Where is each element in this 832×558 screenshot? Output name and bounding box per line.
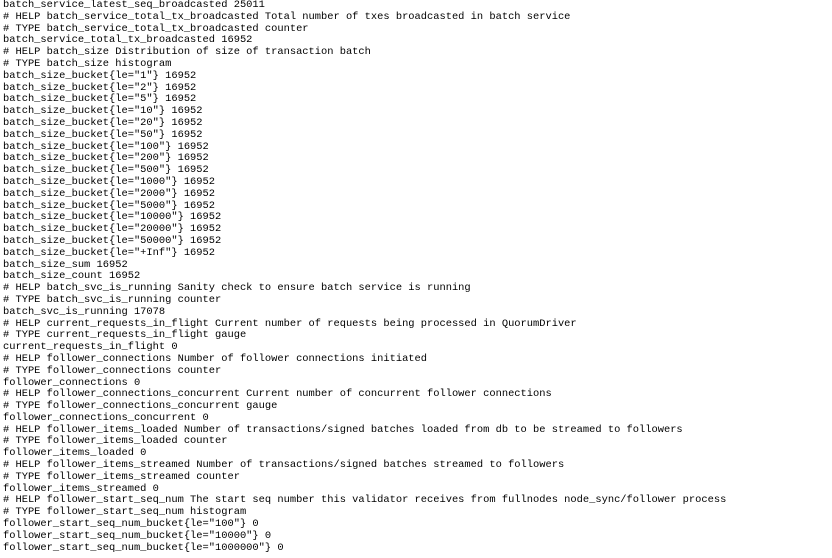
metric-line: # TYPE batch_size histogram — [3, 57, 172, 70]
metric-line: batch_size_bucket{le="10"} 16952 — [3, 105, 203, 118]
metric-line: # TYPE follower_connections_concurrent gauge — [3, 400, 278, 413]
metric-line: follower_items_loaded 0 — [3, 447, 147, 460]
metric-line: batch_size_count 16952 — [3, 270, 141, 283]
metric-line: batch_size_bucket{le="5"} 16952 — [3, 93, 197, 106]
metric-line: # HELP batch_svc_is_running Sanity check to ensure batch service is running — [3, 282, 471, 295]
metric-line: # HELP follower_start_seq_num The start seq number this validator receives from fullnodes node_sync/follower process — [3, 494, 727, 507]
metric-line: # TYPE follower_connections counter — [3, 364, 222, 377]
metric-line: batch_size_bucket{le="+Inf"} 16952 — [3, 246, 216, 259]
metric-line: batch_size_bucket{le="1000"} 16952 — [3, 175, 216, 188]
metric-line: # HELP follower_items_loaded Number of transactions/signed batches loaded from db to be streamed to followers — [3, 423, 683, 436]
metric-line: # TYPE batch_service_total_tx_broadcasted counter — [3, 22, 309, 35]
metric-line: # HELP follower_connections_concurrent Current number of concurrent follower connections — [3, 388, 552, 401]
metric-line: batch_size_bucket{le="5000"} 16952 — [3, 199, 216, 212]
metric-line: # HELP follower_items_streamed Number of transactions/signed batches streamed to followers — [3, 459, 565, 472]
metric-line: batch_size_bucket{le="200"} 16952 — [3, 152, 209, 165]
metric-line: # HELP batch_size Distribution of size of transaction batch — [3, 46, 371, 59]
metric-line: follower_items_streamed 0 — [3, 482, 159, 495]
metric-line: # TYPE current_requests_in_flight gauge — [3, 329, 247, 342]
metric-line: batch_size_bucket{le="20"} 16952 — [3, 116, 203, 129]
metric-line: # HELP batch_service_total_tx_broadcasted Total number of txes broadcasted in batch service — [3, 10, 571, 23]
metric-line: follower_connections_concurrent 0 — [3, 411, 209, 424]
metric-line: batch_size_bucket{le="50000"} 16952 — [3, 234, 222, 247]
metric-line: # HELP follower_connections Number of follower connections initiated — [3, 352, 428, 365]
metric-line: batch_size_bucket{le="2"} 16952 — [3, 81, 197, 94]
metric-line: current_requests_in_flight 0 — [3, 341, 178, 354]
metric-line: follower_connections 0 — [3, 376, 141, 389]
metric-line: follower_start_seq_num_bucket{le="1000000"} 0 — [3, 541, 284, 554]
metric-line: # TYPE follower_items_streamed counter — [3, 470, 240, 483]
metric-line: # TYPE follower_start_seq_num histogram — [3, 506, 247, 519]
metric-line: batch_size_bucket{le="10000"} 16952 — [3, 211, 222, 224]
metric-line: # HELP current_requests_in_flight Current number of requests being processed in QuorumDriver — [3, 317, 577, 330]
metric-line: batch_service_total_tx_broadcasted 16952 — [3, 34, 253, 47]
metric-line: batch_size_sum 16952 — [3, 258, 128, 271]
metric-line: batch_size_bucket{le="500"} 16952 — [3, 164, 209, 177]
metric-line: batch_size_bucket{le="1"} 16952 — [3, 69, 197, 82]
metric-line: follower_start_seq_num_bucket{le="100"} 0 — [3, 518, 259, 531]
metrics-text-output — [3, 0, 726, 554]
metric-line: batch_svc_is_running 17078 — [3, 305, 166, 318]
metric-line: # TYPE batch_svc_is_running counter — [3, 293, 222, 306]
metric-line: # TYPE follower_items_loaded counter — [3, 435, 228, 448]
metric-line: follower_start_seq_num_bucket{le="10000"} 0 — [3, 529, 272, 542]
metric-line: batch_service_latest_seq_broadcasted 25011 — [3, 0, 265, 11]
metric-line: batch_size_bucket{le="2000"} 16952 — [3, 187, 216, 200]
metric-line: batch_size_bucket{le="50"} 16952 — [3, 128, 203, 141]
metric-line: batch_size_bucket{le="100"} 16952 — [3, 140, 209, 153]
metric-line: batch_size_bucket{le="20000"} 16952 — [3, 223, 222, 236]
